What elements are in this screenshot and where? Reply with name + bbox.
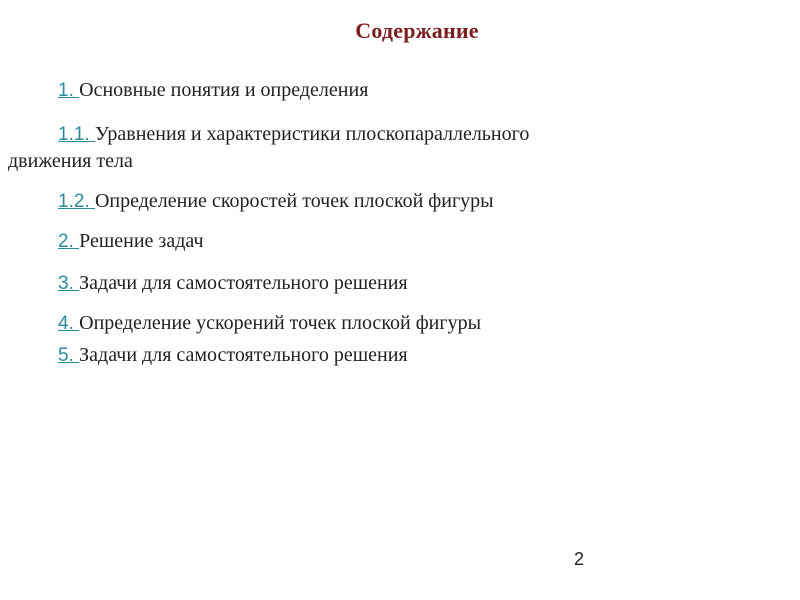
toc-item-5: [58, 343, 408, 368]
toc-item-4: [58, 311, 481, 336]
toc-link-5[interactable]: 5.: [58, 345, 80, 366]
toc-link-3[interactable]: 3.: [58, 273, 80, 294]
toc-link-4[interactable]: 4.: [58, 313, 80, 334]
toc-item-1-text: Основные понятия и определения: [79, 79, 369, 101]
toc-link-2[interactable]: 2.: [58, 231, 80, 252]
toc-item-1-1: [58, 122, 529, 147]
toc-item-2: [58, 229, 204, 254]
page-title: Содержание: [355, 18, 479, 43]
toc-link-1-2[interactable]: 1.2.: [58, 191, 95, 212]
toc-item-5-text: Задачи для самостоятельного решения: [79, 344, 408, 366]
toc-item-2-text: Решение задач: [79, 230, 204, 252]
toc-item-3-text: Задачи для самостоятельного решения: [79, 272, 408, 294]
toc-item-1-1-text: Уравнения и характеристики плоскопараллельного: [94, 123, 530, 145]
toc-item-1-2-text: Определение скоростей точек плоской фигуры: [94, 190, 494, 212]
slide-page-number: 2: [574, 549, 585, 569]
toc-item-1-1-text-continued: движения тела: [8, 150, 133, 172]
toc-item-4-text: Определение ускорений точек плоской фигуры: [79, 312, 482, 334]
toc-link-1[interactable]: 1.: [58, 80, 80, 101]
toc-link-1-1[interactable]: 1.1.: [58, 124, 95, 145]
toc-item-1: [58, 78, 368, 103]
toc-item-3: [58, 271, 408, 296]
toc-item-1-2: [58, 189, 494, 214]
